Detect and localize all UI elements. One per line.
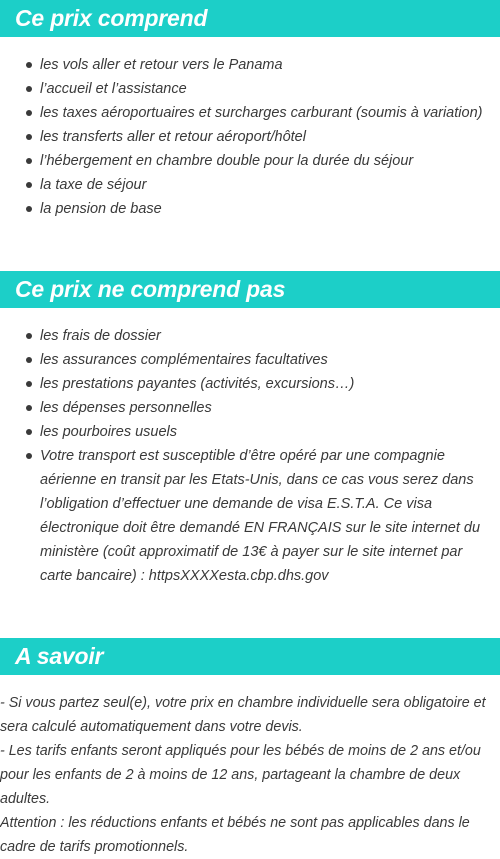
excluded-section-title: Ce prix ne comprend pas [15, 276, 286, 302]
list-item: la taxe de séjour [0, 173, 500, 197]
list-item: les dépenses personnelles [0, 396, 500, 420]
list-item: les prestations payantes (activités, excursions…) [0, 372, 500, 396]
list-item: les vols aller et retour vers le Panama [0, 53, 500, 77]
info-section-title: A savoir [15, 643, 104, 669]
list-item: l’hébergement en chambre double pour la durée du séjour [0, 149, 500, 173]
list-item: les pourboires usuels [0, 420, 500, 444]
single-traveler-note: - Si vous partez seul(e), votre prix en chambre individuelle sera obligatoire et sera calculé automatiquement dans votre devis. [0, 695, 486, 735]
excluded-section-header [0, 271, 500, 308]
included-section-header [0, 0, 500, 37]
included-section-title: Ce prix comprend [15, 5, 208, 31]
esta-visa-note: Votre transport est susceptible d’être opéré par une compagnie aérienne en transit par les Etats-Unis, dans ce cas vous serez dans l’obligation d’effectuer une demande de visa E.S.T.A. Ce visa électronique doit être demandé EN FRANÇAIS sur le site internet du ministère (coût approximatif de 13€ à payer sur le site internet par carte bancaire) : httpsXXXXesta.cbp.dhs.gov [0, 444, 500, 588]
info-section-header [0, 638, 500, 675]
promo-rates-warning: Attention : les réductions enfants et bébés ne sont pas applicables dans le cadre de tarifs promotionnels. [0, 815, 470, 855]
info-content [0, 691, 498, 859]
excluded-list [0, 324, 500, 588]
list-item: la pension de base [0, 197, 500, 221]
included-list [0, 53, 500, 221]
child-rates-note: - Les tarifs enfants seront appliqués pour les bébés de moins de 2 ans et/ou pour les enfants de 2 à moins de 12 ans, partageant la chambre de deux adultes. [0, 743, 481, 807]
list-item: les assurances complémentaires facultatives [0, 348, 500, 372]
list-item: les transferts aller et retour aéroport/hôtel [0, 125, 500, 149]
list-item: les taxes aéroportuaires et surcharges carburant (soumis à variation) [0, 101, 500, 125]
list-item: les frais de dossier [0, 324, 500, 348]
list-item: l’accueil et l’assistance [0, 77, 500, 101]
